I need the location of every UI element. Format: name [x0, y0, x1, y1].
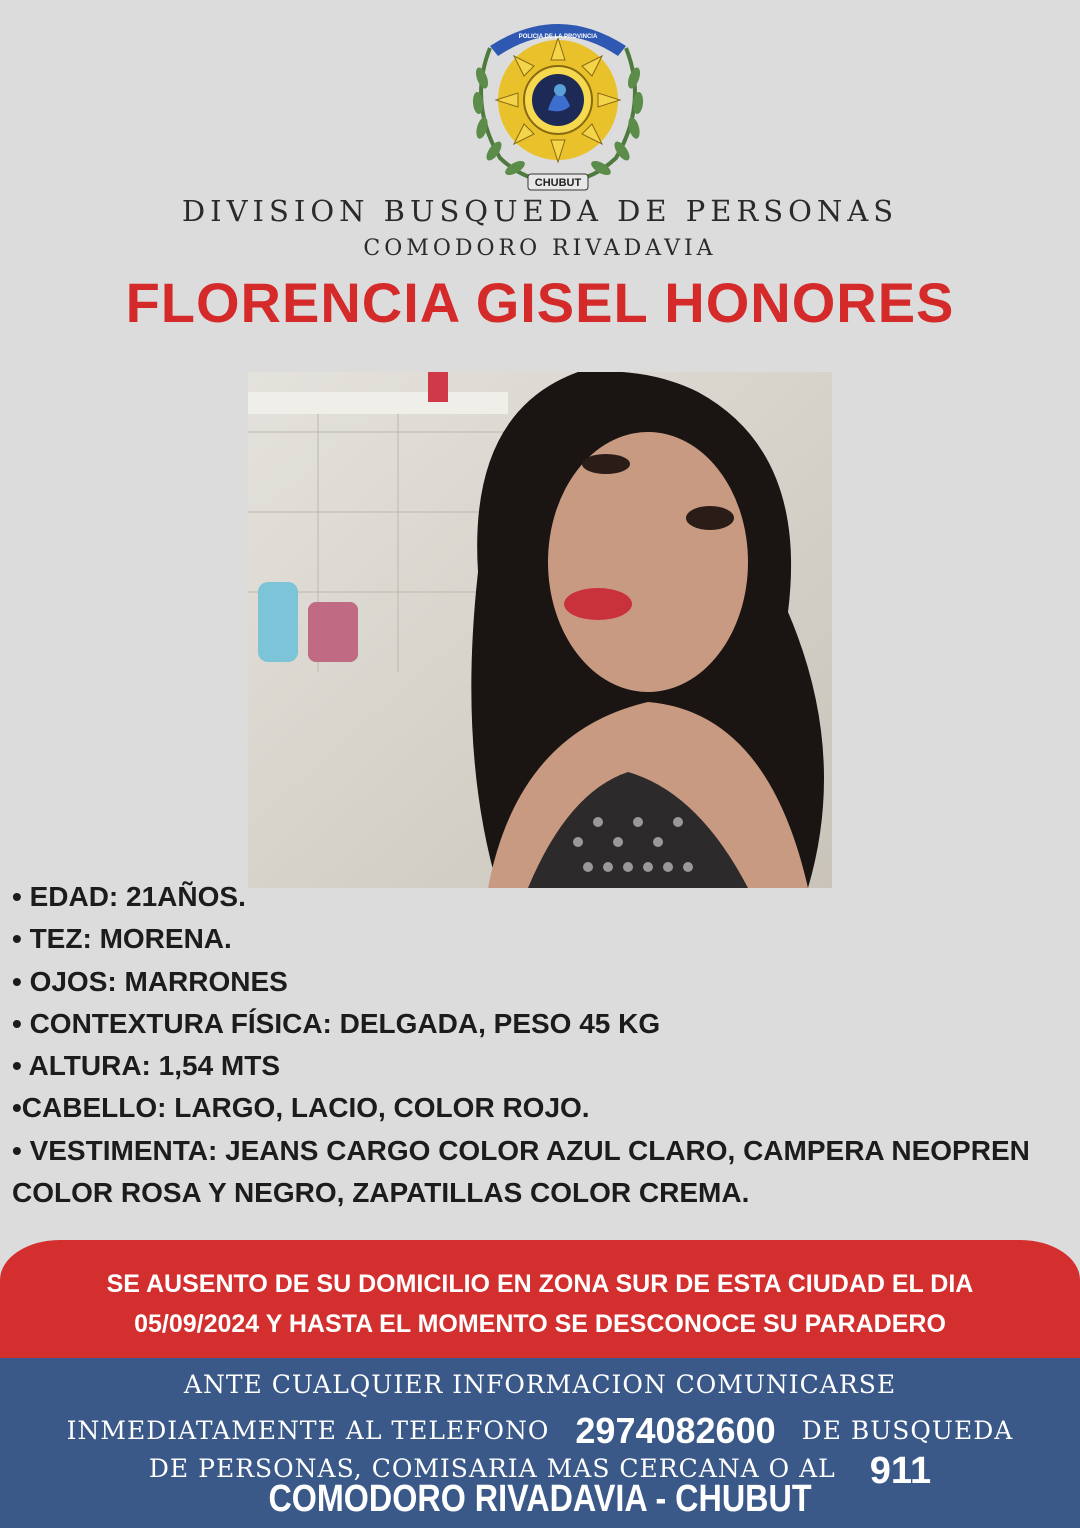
detail-clothing: • VESTIMENTA: JEANS CARGO COLOR AZUL CLARO, CAMPERA NEOPREN COLOR ROSA Y NEGRO, ZAPATILLAS COLOR CREMA. [12, 1134, 1030, 1209]
contact-phone: 2974082600 [575, 1410, 776, 1451]
detail-age: • EDAD: 21AÑOS. [12, 881, 246, 912]
emergency-number: 911 [869, 1450, 932, 1492]
contact-line-1: ANTE CUALQUIER INFORMACION COMUNICARSE [183, 1370, 897, 1399]
detail-height: • ALTURA: 1,54 MTS [12, 1050, 281, 1082]
detail-complexion: • TEZ: MORENA. [12, 923, 232, 955]
seal-bottom-text: CHUBUT [534, 177, 582, 189]
contact-line-2-pre: INMEDIATAMENTE AL TELEFONO [66, 1416, 550, 1445]
division-city: COMODORO RIVADAVIA [363, 236, 717, 261]
person-details-list [12, 876, 1072, 1214]
missing-person-photo [248, 372, 832, 888]
contact-line-2-post: DE BUSQUEDA [801, 1416, 1014, 1445]
alert-line-1: SE AUSENTO DE SU DOMICILIO EN ZONA SUR DE ESTA CIUDAD EL DIA [106, 1270, 974, 1298]
contact-line-2 [0, 1410, 1080, 1452]
missing-person-name: FLORENCIA GISEL HONORES [125, 271, 955, 334]
detail-hair: •CABELLO: LARGO, LACIO, COLOR ROJO. [12, 1092, 590, 1124]
contact-banner [0, 1358, 1080, 1528]
police-seal-logo [460, 8, 656, 194]
seal-top-text: POLICIA DE LA PROVINCIA [518, 34, 598, 40]
division-title: DIVISION BUSQUEDA DE PERSONAS [181, 194, 899, 228]
alert-line-2: 05/09/2024 Y HASTA EL MOMENTO SE DESCONOCE SU PARADERO [134, 1310, 946, 1338]
disappearance-alert-banner [0, 1240, 1080, 1358]
detail-build: • CONTEXTURA FÍSICA: DELGADA, PESO 45 KG [12, 1007, 661, 1039]
contact-line-3-text: DE PERSONAS, COMISARIA MAS CERCANA O AL [148, 1454, 836, 1483]
footer-location: COMODORO RIVADAVIA - CHUBUT [268, 1478, 812, 1520]
detail-eyes: • OJOS: MARRONES [12, 965, 288, 997]
